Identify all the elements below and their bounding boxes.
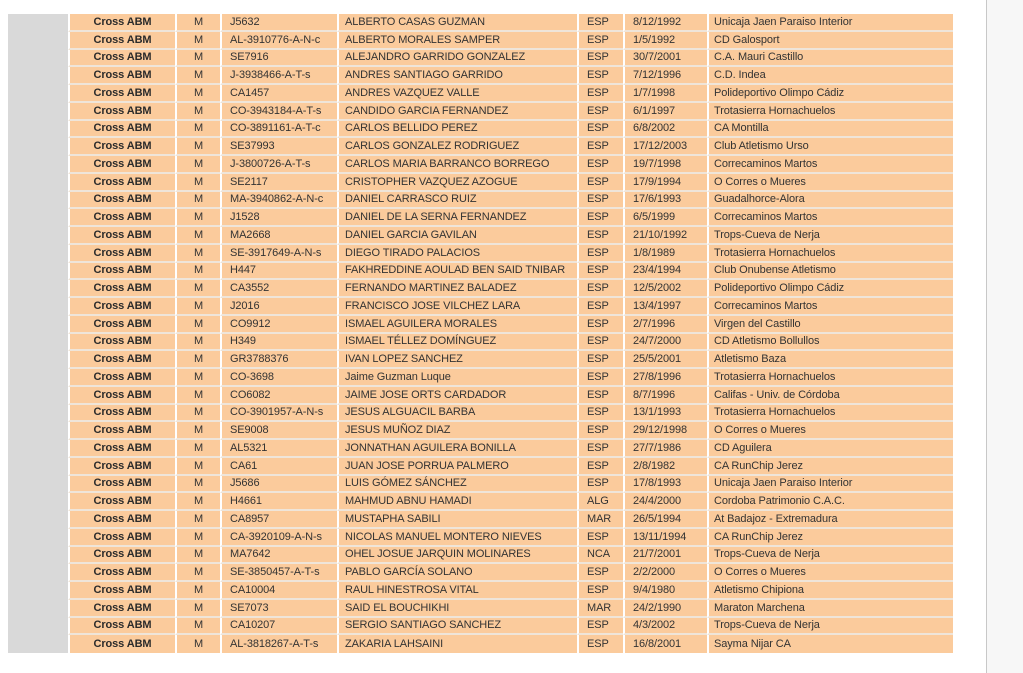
cell-gender: M <box>175 50 220 68</box>
cell-gender: M <box>175 121 220 139</box>
table-row <box>68 121 953 139</box>
cell-club: CA RunChip Jerez <box>707 458 953 476</box>
cell-name: DANIEL DE LA SERNA FERNANDEZ <box>337 209 577 227</box>
cell-name: JESUS ALGUACIL BARBA <box>337 405 577 423</box>
table-row <box>68 405 953 423</box>
cell-gender: M <box>175 618 220 636</box>
cell-club: Correcaminos Martos <box>707 298 953 316</box>
cell-country: ESP <box>577 334 623 352</box>
cell-name: FAKHREDDINE AOULAD BEN SAID TNIBAR <box>337 263 577 281</box>
cell-country: ESP <box>577 529 623 547</box>
cell-category: Cross ABM <box>68 334 175 352</box>
cell-birthdate: 27/8/1996 <box>623 369 707 387</box>
cell-category: Cross ABM <box>68 156 175 174</box>
cell-birthdate: 2/7/1996 <box>623 316 707 334</box>
table-row <box>68 103 953 121</box>
cell-category: Cross ABM <box>68 387 175 405</box>
cell-birthdate: 13/1/1993 <box>623 405 707 423</box>
cell-license: SE7073 <box>220 600 337 618</box>
cell-birthdate: 29/12/1998 <box>623 422 707 440</box>
table-row <box>68 493 953 511</box>
cell-club: Correcaminos Martos <box>707 209 953 227</box>
cell-name: CARLOS MARIA BARRANCO BORREGO <box>337 156 577 174</box>
cell-club: O Corres o Mueres <box>707 174 953 192</box>
cell-club: Cordoba Patrimonio C.A.C. <box>707 493 953 511</box>
cell-name: IVAN LOPEZ SANCHEZ <box>337 351 577 369</box>
results-table <box>68 14 953 653</box>
table-row <box>68 635 953 653</box>
cell-category: Cross ABM <box>68 564 175 582</box>
cell-gender: M <box>175 138 220 156</box>
cell-birthdate: 26/5/1994 <box>623 511 707 529</box>
cell-club: Trotasierra Hornachuelos <box>707 405 953 423</box>
table-row <box>68 245 953 263</box>
cell-country: ESP <box>577 14 623 32</box>
cell-birthdate: 30/7/2001 <box>623 50 707 68</box>
cell-gender: M <box>175 103 220 121</box>
cell-club: CD Atletismo Bollullos <box>707 334 953 352</box>
cell-gender: M <box>175 635 220 653</box>
cell-gender: M <box>175 564 220 582</box>
cell-birthdate: 9/4/1980 <box>623 582 707 600</box>
cell-name: ISMAEL AGUILERA MORALES <box>337 316 577 334</box>
table-row <box>68 280 953 298</box>
cell-club: CA Montilla <box>707 121 953 139</box>
cell-club: Atletismo Baza <box>707 351 953 369</box>
cell-birthdate: 25/5/2001 <box>623 351 707 369</box>
table-row <box>68 387 953 405</box>
cell-license: MA-3940862-A-N-c <box>220 192 337 210</box>
cell-name: PABLO GARCÍA SOLANO <box>337 564 577 582</box>
cell-category: Cross ABM <box>68 511 175 529</box>
cell-birthdate: 17/6/1993 <box>623 192 707 210</box>
cell-birthdate: 19/7/1998 <box>623 156 707 174</box>
cell-gender: M <box>175 298 220 316</box>
table-row <box>68 564 953 582</box>
cell-name: ANDRES SANTIAGO GARRIDO <box>337 67 577 85</box>
cell-category: Cross ABM <box>68 121 175 139</box>
cell-name: FRANCISCO JOSE VILCHEZ LARA <box>337 298 577 316</box>
cell-club: O Corres o Mueres <box>707 422 953 440</box>
cell-country: ESP <box>577 564 623 582</box>
cell-gender: M <box>175 405 220 423</box>
cell-category: Cross ABM <box>68 227 175 245</box>
cell-category: Cross ABM <box>68 50 175 68</box>
cell-gender: M <box>175 529 220 547</box>
cell-country: ESP <box>577 316 623 334</box>
table-row <box>68 351 953 369</box>
cell-gender: M <box>175 351 220 369</box>
cell-name: CRISTOPHER VAZQUEZ AZOGUE <box>337 174 577 192</box>
cell-category: Cross ABM <box>68 582 175 600</box>
cell-birthdate: 8/7/1996 <box>623 387 707 405</box>
cell-country: ALG <box>577 493 623 511</box>
table-row <box>68 227 953 245</box>
cell-gender: M <box>175 547 220 565</box>
cell-name: DIEGO TIRADO PALACIOS <box>337 245 577 263</box>
cell-gender: M <box>175 440 220 458</box>
cell-country: ESP <box>577 103 623 121</box>
cell-country: ESP <box>577 280 623 298</box>
cell-gender: M <box>175 14 220 32</box>
cell-name: Jaime Guzman Luque <box>337 369 577 387</box>
table-row <box>68 369 953 387</box>
cell-category: Cross ABM <box>68 298 175 316</box>
table-row <box>68 67 953 85</box>
table-row <box>68 174 953 192</box>
cell-country: ESP <box>577 227 623 245</box>
cell-country: ESP <box>577 209 623 227</box>
cell-birthdate: 6/5/1999 <box>623 209 707 227</box>
cell-name: CARLOS BELLIDO PEREZ <box>337 121 577 139</box>
cell-category: Cross ABM <box>68 547 175 565</box>
table-row <box>68 298 953 316</box>
cell-license: SE-3850457-A-T-s <box>220 564 337 582</box>
cell-country: NCA <box>577 547 623 565</box>
cell-birthdate: 21/7/2001 <box>623 547 707 565</box>
cell-license: MA2668 <box>220 227 337 245</box>
cell-license: GR3788376 <box>220 351 337 369</box>
cell-country: ESP <box>577 458 623 476</box>
cell-category: Cross ABM <box>68 209 175 227</box>
table-row <box>68 85 953 103</box>
table-row <box>68 547 953 565</box>
cell-gender: M <box>175 263 220 281</box>
cell-club: Virgen del Castillo <box>707 316 953 334</box>
table-row <box>68 209 953 227</box>
cell-license: CA10004 <box>220 582 337 600</box>
cell-country: ESP <box>577 192 623 210</box>
table-row <box>68 32 953 50</box>
cell-name: JAIME JOSE ORTS CARDADOR <box>337 387 577 405</box>
cell-category: Cross ABM <box>68 458 175 476</box>
cell-license: CO9912 <box>220 316 337 334</box>
cell-country: ESP <box>577 582 623 600</box>
table-row <box>68 192 953 210</box>
cell-gender: M <box>175 493 220 511</box>
cell-club: Polideportivo Olimpo Cádiz <box>707 85 953 103</box>
cell-birthdate: 24/2/1990 <box>623 600 707 618</box>
cell-license: CO-3943184-A-T-s <box>220 103 337 121</box>
cell-gender: M <box>175 369 220 387</box>
cell-name: RAUL HINESTROSA VITAL <box>337 582 577 600</box>
cell-gender: M <box>175 511 220 529</box>
cell-country: ESP <box>577 156 623 174</box>
cell-country: ESP <box>577 67 623 85</box>
cell-license: SE9008 <box>220 422 337 440</box>
cell-club: Trops-Cueva de Nerja <box>707 227 953 245</box>
cell-country: ESP <box>577 635 623 653</box>
cell-club: Polideportivo Olimpo Cádiz <box>707 280 953 298</box>
cell-name: OHEL JOSUE JARQUIN MOLINARES <box>337 547 577 565</box>
cell-category: Cross ABM <box>68 14 175 32</box>
cell-birthdate: 2/8/1982 <box>623 458 707 476</box>
cell-country: ESP <box>577 263 623 281</box>
cell-club: Club Atletismo Urso <box>707 138 953 156</box>
cell-birthdate: 1/5/1992 <box>623 32 707 50</box>
cell-category: Cross ABM <box>68 351 175 369</box>
cell-gender: M <box>175 174 220 192</box>
cell-license: SE-3917649-A-N-s <box>220 245 337 263</box>
cell-name: JONNATHAN AGUILERA BONILLA <box>337 440 577 458</box>
cell-category: Cross ABM <box>68 138 175 156</box>
cell-license: CA3552 <box>220 280 337 298</box>
cell-gender: M <box>175 582 220 600</box>
cell-club: Unicaja Jaen Paraiso Interior <box>707 14 953 32</box>
cell-country: ESP <box>577 245 623 263</box>
cell-club: O Corres o Mueres <box>707 564 953 582</box>
cell-country: ESP <box>577 298 623 316</box>
cell-category: Cross ABM <box>68 493 175 511</box>
cell-name: DANIEL CARRASCO RUIZ <box>337 192 577 210</box>
cell-club: Califas - Univ. de Córdoba <box>707 387 953 405</box>
cell-club: CA RunChip Jerez <box>707 529 953 547</box>
cell-gender: M <box>175 67 220 85</box>
cell-club: Trops-Cueva de Nerja <box>707 618 953 636</box>
cell-birthdate: 1/8/1989 <box>623 245 707 263</box>
table-row <box>68 263 953 281</box>
table-row <box>68 422 953 440</box>
cell-birthdate: 12/5/2002 <box>623 280 707 298</box>
cell-birthdate: 17/12/2003 <box>623 138 707 156</box>
viewer-right-gutter <box>986 0 1023 673</box>
cell-name: SAID EL BOUCHIKHI <box>337 600 577 618</box>
cell-name: NICOLAS MANUEL MONTERO NIEVES <box>337 529 577 547</box>
cell-name: JESUS MUÑOZ DIAZ <box>337 422 577 440</box>
cell-license: CA61 <box>220 458 337 476</box>
cell-gender: M <box>175 156 220 174</box>
cell-club: CD Galosport <box>707 32 953 50</box>
cell-category: Cross ABM <box>68 618 175 636</box>
cell-club: Trotasierra Hornachuelos <box>707 245 953 263</box>
cell-club: Trotasierra Hornachuelos <box>707 103 953 121</box>
table-row <box>68 511 953 529</box>
cell-club: Correcaminos Martos <box>707 156 953 174</box>
cell-category: Cross ABM <box>68 32 175 50</box>
cell-gender: M <box>175 280 220 298</box>
cell-club: Trotasierra Hornachuelos <box>707 369 953 387</box>
cell-birthdate: 2/2/2000 <box>623 564 707 582</box>
cell-category: Cross ABM <box>68 422 175 440</box>
cell-birthdate: 24/7/2000 <box>623 334 707 352</box>
cell-category: Cross ABM <box>68 440 175 458</box>
cell-category: Cross ABM <box>68 369 175 387</box>
cell-name: ISMAEL TÉLLEZ DOMÍNGUEZ <box>337 334 577 352</box>
page-left-gray-margin <box>8 14 68 653</box>
cell-gender: M <box>175 600 220 618</box>
table-row <box>68 582 953 600</box>
cell-name: DANIEL GARCIA GAVILAN <box>337 227 577 245</box>
cell-gender: M <box>175 334 220 352</box>
table-row <box>68 156 953 174</box>
cell-gender: M <box>175 316 220 334</box>
cell-birthdate: 17/9/1994 <box>623 174 707 192</box>
cell-club: Club Onubense Atletismo <box>707 263 953 281</box>
cell-gender: M <box>175 422 220 440</box>
cell-country: ESP <box>577 121 623 139</box>
cell-club: Unicaja Jaen Paraiso Interior <box>707 476 953 494</box>
cell-country: MAR <box>577 511 623 529</box>
cell-category: Cross ABM <box>68 192 175 210</box>
cell-birthdate: 8/12/1992 <box>623 14 707 32</box>
cell-club: Trops-Cueva de Nerja <box>707 547 953 565</box>
cell-club: Maraton Marchena <box>707 600 953 618</box>
cell-license: SE7916 <box>220 50 337 68</box>
cell-birthdate: 1/7/1998 <box>623 85 707 103</box>
table-row <box>68 440 953 458</box>
cell-license: J1528 <box>220 209 337 227</box>
cell-country: ESP <box>577 50 623 68</box>
cell-country: ESP <box>577 440 623 458</box>
cell-gender: M <box>175 387 220 405</box>
cell-gender: M <box>175 192 220 210</box>
cell-license: CO-3698 <box>220 369 337 387</box>
table-row <box>68 618 953 636</box>
cell-license: H349 <box>220 334 337 352</box>
cell-country: ESP <box>577 351 623 369</box>
cell-birthdate: 27/7/1986 <box>623 440 707 458</box>
table-row <box>68 138 953 156</box>
cell-license: AL-3818267-A-T-s <box>220 635 337 653</box>
cell-license: CO-3901957-A-N-s <box>220 405 337 423</box>
cell-category: Cross ABM <box>68 103 175 121</box>
cell-name: MUSTAPHA SABILI <box>337 511 577 529</box>
cell-birthdate: 7/12/1996 <box>623 67 707 85</box>
cell-license: CA1457 <box>220 85 337 103</box>
cell-license: J-3938466-A-T-s <box>220 67 337 85</box>
cell-club: C.A. Mauri Castillo <box>707 50 953 68</box>
cell-club: C.D. Indea <box>707 67 953 85</box>
table-row <box>68 334 953 352</box>
cell-gender: M <box>175 209 220 227</box>
cell-birthdate: 4/3/2002 <box>623 618 707 636</box>
cell-country: ESP <box>577 618 623 636</box>
cell-category: Cross ABM <box>68 635 175 653</box>
cell-category: Cross ABM <box>68 405 175 423</box>
cell-category: Cross ABM <box>68 174 175 192</box>
cell-license: J-3800726-A-T-s <box>220 156 337 174</box>
cell-birthdate: 24/4/2000 <box>623 493 707 511</box>
cell-gender: M <box>175 245 220 263</box>
cell-name: LUIS GÓMEZ SÁNCHEZ <box>337 476 577 494</box>
table-row <box>68 600 953 618</box>
cell-club: At Badajoz - Extremadura <box>707 511 953 529</box>
cell-name: FERNANDO MARTINEZ BALADEZ <box>337 280 577 298</box>
cell-club: Atletismo Chipiona <box>707 582 953 600</box>
cell-gender: M <box>175 85 220 103</box>
table-row <box>68 458 953 476</box>
cell-license: CA-3920109-A-N-s <box>220 529 337 547</box>
cell-birthdate: 6/8/2002 <box>623 121 707 139</box>
cell-birthdate: 16/8/2001 <box>623 635 707 653</box>
cell-birthdate: 17/8/1993 <box>623 476 707 494</box>
cell-birthdate: 21/10/1992 <box>623 227 707 245</box>
cell-gender: M <box>175 458 220 476</box>
cell-category: Cross ABM <box>68 316 175 334</box>
cell-country: ESP <box>577 405 623 423</box>
cell-category: Cross ABM <box>68 263 175 281</box>
cell-category: Cross ABM <box>68 600 175 618</box>
cell-license: CO6082 <box>220 387 337 405</box>
cell-club: CD Aguilera <box>707 440 953 458</box>
cell-category: Cross ABM <box>68 476 175 494</box>
table-row <box>68 529 953 547</box>
cell-country: ESP <box>577 476 623 494</box>
table-row <box>68 476 953 494</box>
cell-license: CO-3891161-A-T-c <box>220 121 337 139</box>
table-row <box>68 50 953 68</box>
cell-category: Cross ABM <box>68 529 175 547</box>
cell-license: H447 <box>220 263 337 281</box>
cell-name: JUAN JOSE PORRUA PALMERO <box>337 458 577 476</box>
cell-name: CANDIDO GARCIA FERNANDEZ <box>337 103 577 121</box>
cell-country: ESP <box>577 422 623 440</box>
cell-club: Sayma Nijar CA <box>707 635 953 653</box>
cell-name: ALEJANDRO GARRIDO GONZALEZ <box>337 50 577 68</box>
cell-country: ESP <box>577 32 623 50</box>
cell-birthdate: 23/4/1994 <box>623 263 707 281</box>
cell-license: H4661 <box>220 493 337 511</box>
cell-country: MAR <box>577 600 623 618</box>
cell-name: SERGIO SANTIAGO SANCHEZ <box>337 618 577 636</box>
cell-name: MAHMUD ABNU HAMADI <box>337 493 577 511</box>
cell-country: ESP <box>577 85 623 103</box>
cell-name: ALBERTO MORALES SAMPER <box>337 32 577 50</box>
cell-gender: M <box>175 32 220 50</box>
cell-license: J5632 <box>220 14 337 32</box>
cell-license: CA8957 <box>220 511 337 529</box>
cell-name: CARLOS GONZALEZ RODRIGUEZ <box>337 138 577 156</box>
cell-category: Cross ABM <box>68 245 175 263</box>
cell-license: SE37993 <box>220 138 337 156</box>
cell-gender: M <box>175 227 220 245</box>
cell-license: CA10207 <box>220 618 337 636</box>
cell-name: ANDRES VAZQUEZ VALLE <box>337 85 577 103</box>
cell-license: SE2117 <box>220 174 337 192</box>
cell-category: Cross ABM <box>68 67 175 85</box>
cell-club: Guadalhorce-Alora <box>707 192 953 210</box>
cell-license: AL5321 <box>220 440 337 458</box>
table-row <box>68 316 953 334</box>
cell-name: ALBERTO CASAS GUZMAN <box>337 14 577 32</box>
cell-birthdate: 6/1/1997 <box>623 103 707 121</box>
table-row <box>68 14 953 32</box>
cell-license: MA7642 <box>220 547 337 565</box>
cell-birthdate: 13/11/1994 <box>623 529 707 547</box>
cell-country: ESP <box>577 174 623 192</box>
cell-category: Cross ABM <box>68 85 175 103</box>
cell-gender: M <box>175 476 220 494</box>
cell-country: ESP <box>577 369 623 387</box>
cell-license: J5686 <box>220 476 337 494</box>
cell-country: ESP <box>577 387 623 405</box>
cell-license: AL-3910776-A-N-c <box>220 32 337 50</box>
cell-country: ESP <box>577 138 623 156</box>
cell-birthdate: 13/4/1997 <box>623 298 707 316</box>
cell-category: Cross ABM <box>68 280 175 298</box>
cell-name: ZAKARIA LAHSAINI <box>337 635 577 653</box>
cell-license: J2016 <box>220 298 337 316</box>
